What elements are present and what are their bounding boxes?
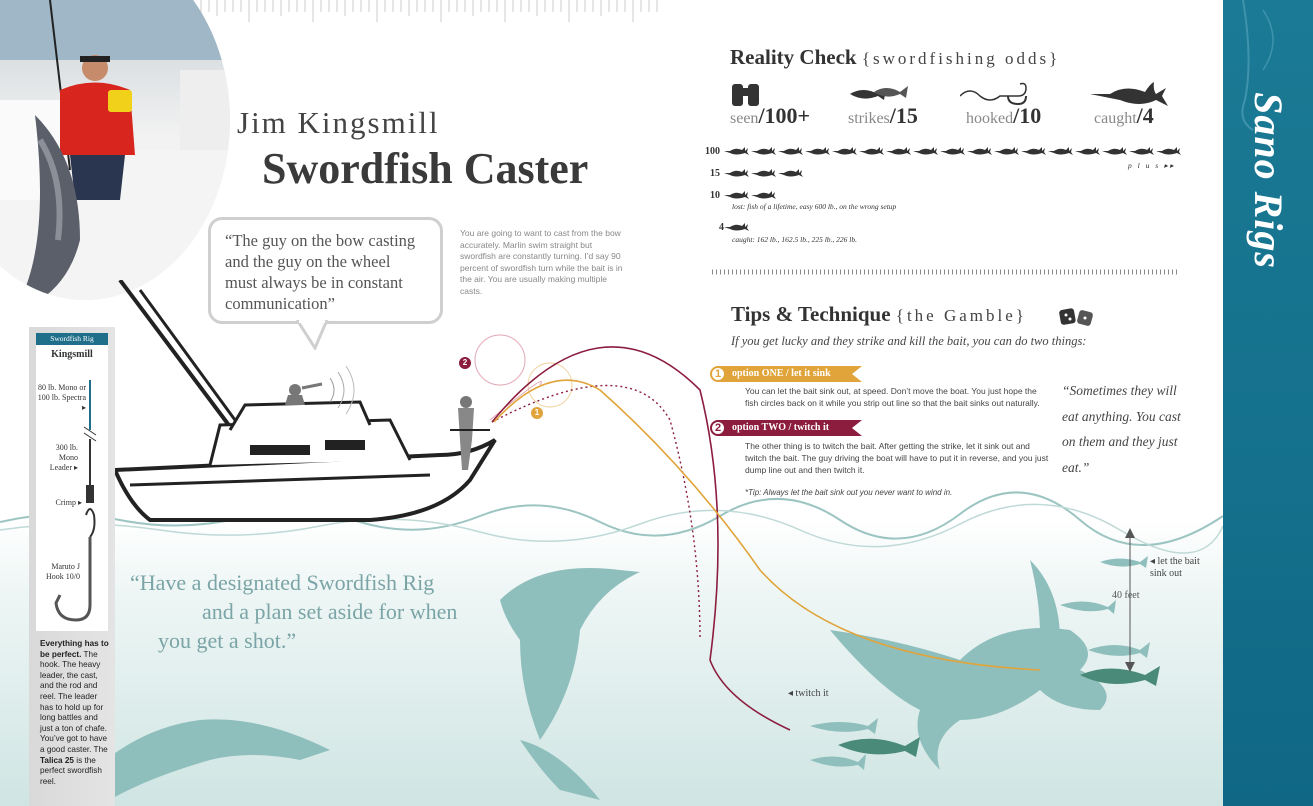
plus-note: p l u s ▸▸ bbox=[1128, 161, 1176, 170]
rig-label-line: 80 lb. Mono or 100 lb. Spectra ▸ bbox=[37, 383, 86, 412]
sidebar-title bbox=[1236, 80, 1300, 280]
tip-note: *Tip: Always let the bait sink out you never want to wind in. bbox=[745, 488, 953, 497]
stat-hooked-num: /10 bbox=[1013, 103, 1042, 128]
author-name: Jim Kingsmill bbox=[237, 105, 440, 140]
rig-label-crimp-text: Crimp bbox=[55, 498, 76, 507]
option1-banner bbox=[710, 366, 862, 382]
rig-label-crimp: Crimp ▸ bbox=[55, 498, 82, 507]
pull-quote-line2: and a plan set aside for when bbox=[202, 599, 458, 624]
stat-strikes-num: /15 bbox=[889, 103, 918, 128]
section-divider bbox=[712, 268, 1180, 276]
row-label-100: 100 bbox=[705, 146, 720, 157]
option2-badge: 2 bbox=[710, 420, 726, 436]
sink-label-text: let the bait sink out bbox=[1150, 556, 1200, 579]
page-title: Swordfish Caster bbox=[262, 144, 589, 193]
intro-paragraph: You are going to want to cast from the bow accurately. Marlin swim straight but swordfish are constantly turning. I’d say 90 percent of swordfish turn while the bait is in the air. You are usually making multiple casts. bbox=[460, 228, 623, 296]
reality-check-title: Reality Check bbox=[730, 45, 857, 69]
rig-label-leader-text: 300 lb. Mono Leader bbox=[49, 443, 78, 472]
stat-caught-num: /4 bbox=[1136, 103, 1154, 128]
pull-quote-line1: “Have a designated Swordfish Rig bbox=[130, 570, 435, 595]
boat-illustration bbox=[110, 280, 510, 525]
sink-label: ◂ let the bait sink out bbox=[1150, 556, 1200, 579]
stat-seen bbox=[730, 103, 810, 129]
reality-check-heading bbox=[730, 45, 1060, 70]
rig-text-end: is the perfect swordfish reel. bbox=[40, 755, 102, 786]
rig-label-leader: 300 lb. Mono Leader ▸ bbox=[49, 443, 78, 472]
stat-caught bbox=[1094, 103, 1154, 129]
row-label-10: 10 bbox=[710, 190, 720, 201]
rig-text-bold: Everything has to be perfect. bbox=[40, 639, 109, 659]
rig-description bbox=[40, 639, 112, 787]
row-note-lost: lost: fish of a lifetime, easy 600 lb., on the wrong setup bbox=[732, 202, 897, 211]
sidebar-title-text: Sano Rigs bbox=[1245, 91, 1291, 269]
stat-hooked bbox=[966, 103, 1041, 129]
rig-label-hook bbox=[36, 562, 80, 582]
row-note-caught: caught: 162 lb., 162.5 lb., 225 lb., 226 lb. bbox=[732, 235, 857, 244]
tips-subtitle: {the Gamble} bbox=[895, 306, 1027, 325]
row-label-15: 15 bbox=[710, 168, 720, 179]
rig-name: Kingsmill bbox=[51, 349, 93, 360]
row-label-4: 4 bbox=[719, 222, 724, 233]
rig-text-body: The hook. The heavy leader, the cast, and the rod and reel. The leader has to hold up for long battles and just a ton of chafe. You’ve got to have a good caster. The bbox=[40, 649, 108, 754]
twitch-label-text: twitch it bbox=[795, 688, 829, 699]
line-marker-2: 2 bbox=[459, 357, 471, 369]
depth-label: 40 feet bbox=[1112, 590, 1140, 601]
angler-photo bbox=[0, 0, 230, 300]
line-marker-1: 1 bbox=[531, 407, 543, 419]
rig-header: Swordfish Rig bbox=[36, 333, 108, 345]
rig-label-line-text: 80 lb. Mono or 100 lb. Spectra bbox=[37, 383, 86, 402]
pull-quote-line3: you get a shot.” bbox=[158, 628, 297, 653]
option1-label: option ONE / let it sink bbox=[732, 368, 831, 379]
rig-label-hook-text: Maruto J Hook 10/0 bbox=[46, 562, 80, 581]
stat-hooked-word: hooked bbox=[966, 110, 1014, 127]
option1-text: You can let the bait sink out, at speed. Don’t move the boat. You just hope the fish circles back on it while you strip out line so that the bait sinks out naturally. bbox=[745, 386, 1040, 408]
side-quote: “Sometimes they will eat anything. You cast on them and they just eat.” bbox=[1062, 383, 1181, 475]
tips-intro: If you get lucky and they strike and kill the bait, you can do two things: bbox=[731, 334, 1087, 348]
stat-strikes bbox=[848, 103, 918, 129]
dice-icon bbox=[1058, 307, 1098, 332]
option2-banner bbox=[710, 420, 862, 436]
option2-text: The other thing is to twitch the bait. After getting the strike, let it sink out and twitch the bait. The guy driving the boat will have to put it in reverse, and you just dump line out and then twitch it. bbox=[745, 441, 1049, 475]
rig-text-reel: Talica 25 bbox=[40, 755, 74, 765]
stat-caught-word: caught bbox=[1094, 110, 1137, 127]
tips-heading bbox=[731, 302, 1027, 327]
fish-count-rows bbox=[724, 142, 1194, 237]
speech-bubble-quote: “The guy on the bow casting and the guy on the wheel must always be in constant communication” bbox=[208, 217, 443, 324]
stat-strikes-word: strikes bbox=[848, 110, 890, 127]
reality-check-subtitle: {swordfishing odds} bbox=[861, 49, 1061, 68]
stat-seen-word: seen bbox=[730, 110, 759, 127]
plus-note-text: p l u s bbox=[1128, 161, 1161, 170]
stat-seen-num: /100+ bbox=[758, 103, 811, 128]
ruler-decoration bbox=[185, 0, 665, 22]
pull-quote bbox=[130, 568, 530, 655]
option2-label: option TWO / twitch it bbox=[732, 422, 830, 433]
tips-title: Tips & Technique bbox=[731, 302, 891, 326]
option1-badge: 1 bbox=[710, 366, 726, 382]
twitch-label: ◂ twitch it bbox=[788, 688, 829, 699]
